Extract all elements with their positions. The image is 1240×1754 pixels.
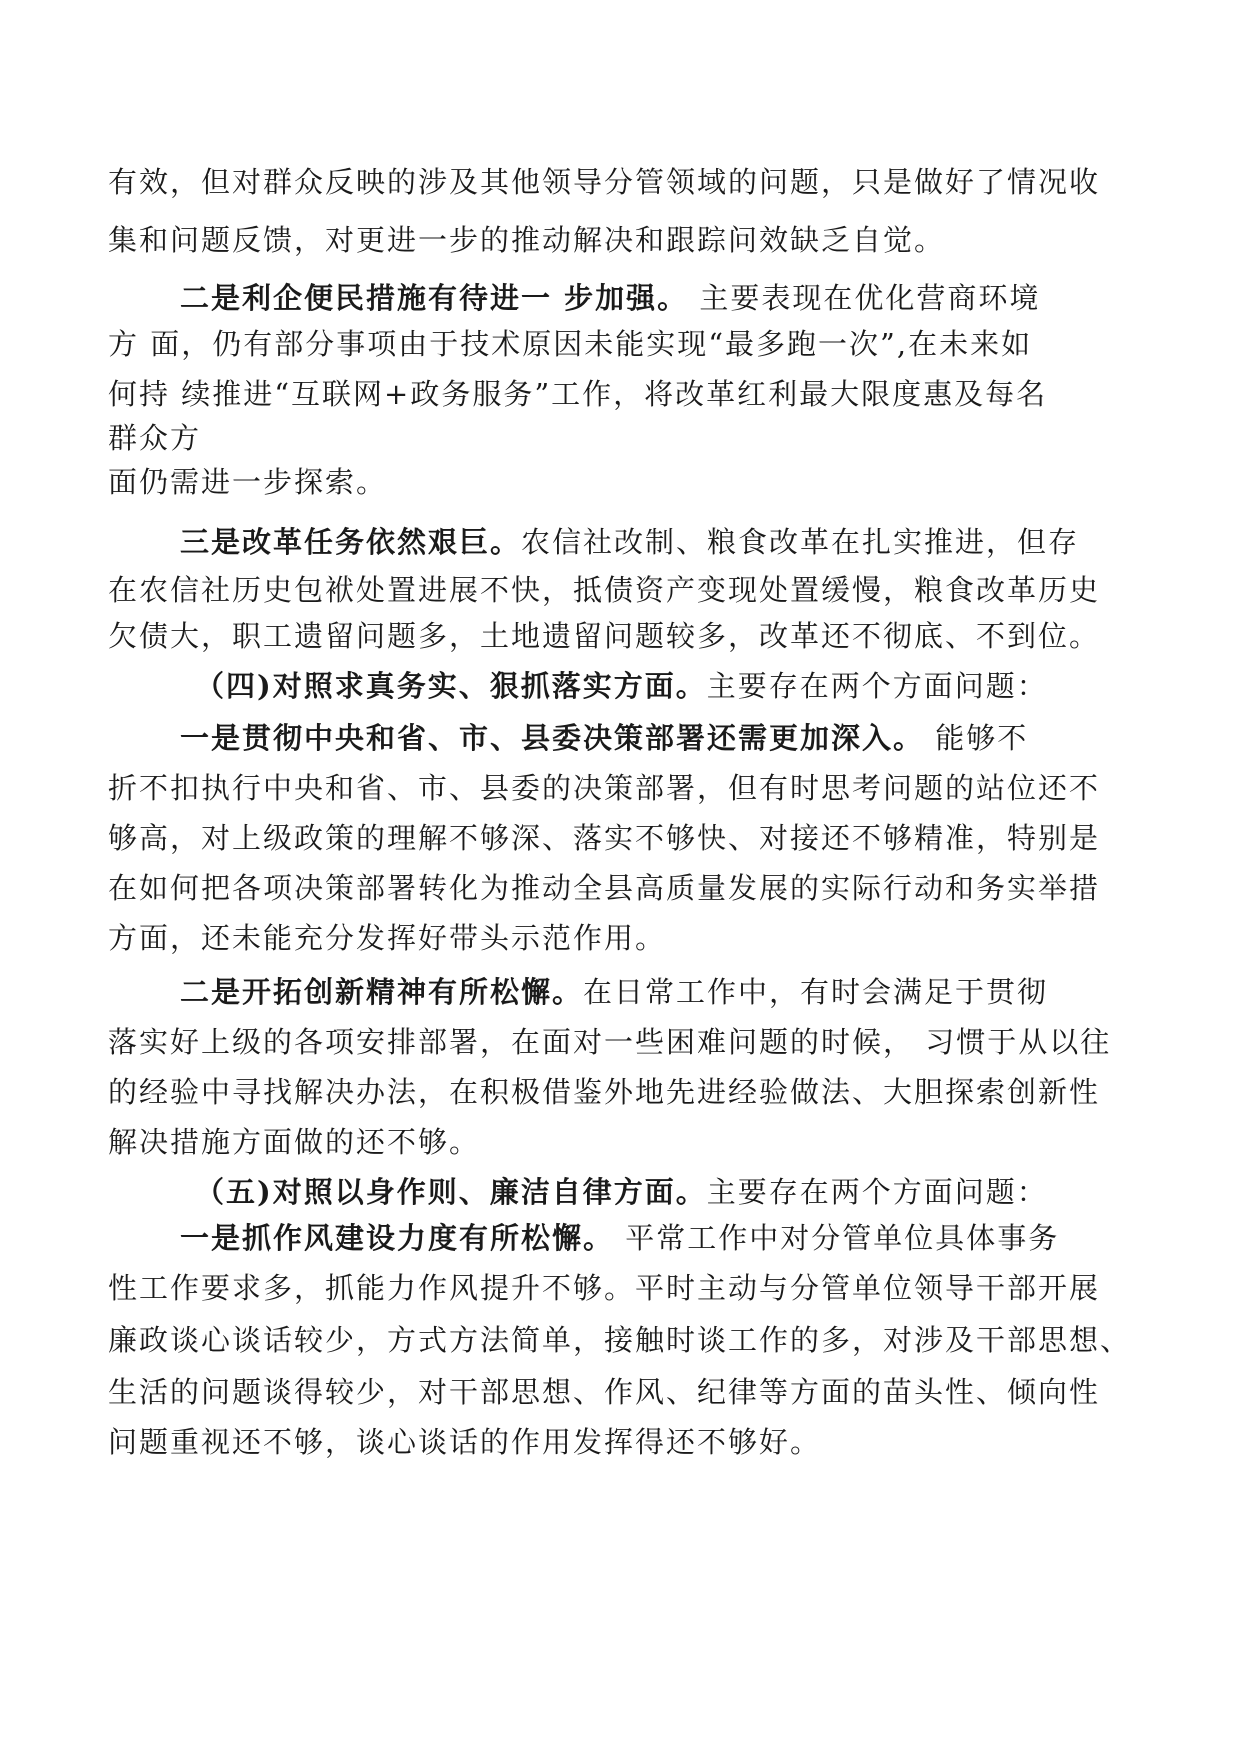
paragraph-line: 够高，对上级政策的理解不够深、落实不够快、对接还不够精准，特别是 [108,821,1101,855]
paragraph-line: 在农信社历史包袱处置进展不快，抵债资产变现处置缓慢，粮食改革历史 [108,573,1101,607]
paragraph-heading: 三是改革任务依然艰巨。 [180,525,522,559]
paragraph-line: 方 面，仍有部分事项由于技术原因未能实现“最多跑一次”,在未来如 [108,327,1033,361]
paragraph-line: 面仍需进一步探索。 [108,465,388,499]
paragraph-line: 生活的问题谈得较少，对干部思想、作风、纪律等方面的苗头性、倾向性 [108,1375,1101,1409]
paragraph-line: 性工作要求多，抓能力作风提升不够。平时主动与分管单位领导干部开展 [108,1271,1101,1305]
paragraph-line: 何持 续推进“互联网+政务服务”工作，将改革红利最大限度惠及每名 [108,377,1048,411]
paragraph-line: 集和问题反馈，对更进一步的推动解决和跟踪问效缺乏自觉。 [108,223,946,257]
paragraph-line: 一是抓作风建设力度有所松懈。 平常工作中对分管单位具体事务 [180,1221,1060,1255]
paragraph-line: 二是利企便民措施有待进一 步加强。 主要表现在优化营商环境 [180,281,1041,315]
section-heading-line: （四)对照求真务实、狠抓落实方面。主要存在两个方面问题： [195,669,1048,703]
paragraph-heading: 一是贯彻中央和省、市、县委决策部署还需更加深入。 [180,721,925,755]
section-heading-line: （五)对照以身作则、廉洁自律方面。主要存在两个方面问题： [195,1175,1048,1209]
paragraph-line: 落实好上级的各项安排部署，在面对一些困难问题的时候， 习惯于从以往 [108,1025,1112,1059]
paragraph-line: 有效，但对群众反映的涉及其他领导分管领域的问题，只是做好了情况收 [108,165,1101,199]
paragraph-line: 欠债大，职工遗留问题多，土地遗留问题较多，改革还不彻底、不到位。 [108,619,1101,653]
paragraph-line: 在如何把各项决策部署转化为推动全县高质量发展的实际行动和务实举措 [108,871,1101,905]
paragraph-line: 的经验中寻找解决办法，在积极借鉴外地先进经验做法、大胆探索创新性 [108,1075,1101,1109]
paragraph-line: 解决措施方面做的还不够。 [108,1125,481,1159]
paragraph-line: 折不扣执行中央和省、市、县委的决策部署，但有时思考问题的站位还不 [108,771,1101,805]
section-heading: （四)对照求真务实、狠抓落实方面。 [195,669,707,703]
paragraph-line: 三是改革任务依然艰巨。农信社改制、粮食改革在扎实推进，但存 [180,525,1080,559]
paragraph-heading: 二是开拓创新精神有所松懈。 [180,975,584,1009]
paragraph-heading: 一是抓作风建设力度有所松懈。 [180,1221,615,1255]
paragraph-heading: 二是利企便民措施有待进一 步加强。 [180,281,689,315]
section-heading: （五)对照以身作则、廉洁自律方面。 [195,1175,707,1209]
paragraph-line: 群众方 [108,421,202,455]
paragraph-line: 廉政谈心谈话较少，方式方法简单，接触时谈工作的多，对涉及干部思想、 [108,1323,1132,1357]
paragraph-line: 一是贯彻中央和省、市、县委决策部署还需更加深入。 能够不 [180,721,1029,755]
paragraph-line: 方面，还未能充分发挥好带头示范作用。 [108,921,667,955]
paragraph-line: 二是开拓创新精神有所松懈。在日常工作中，有时会满足于贯彻 [180,975,1049,1009]
paragraph-line: 问题重视还不够，谈心谈话的作用发挥得还不够好。 [108,1425,822,1459]
